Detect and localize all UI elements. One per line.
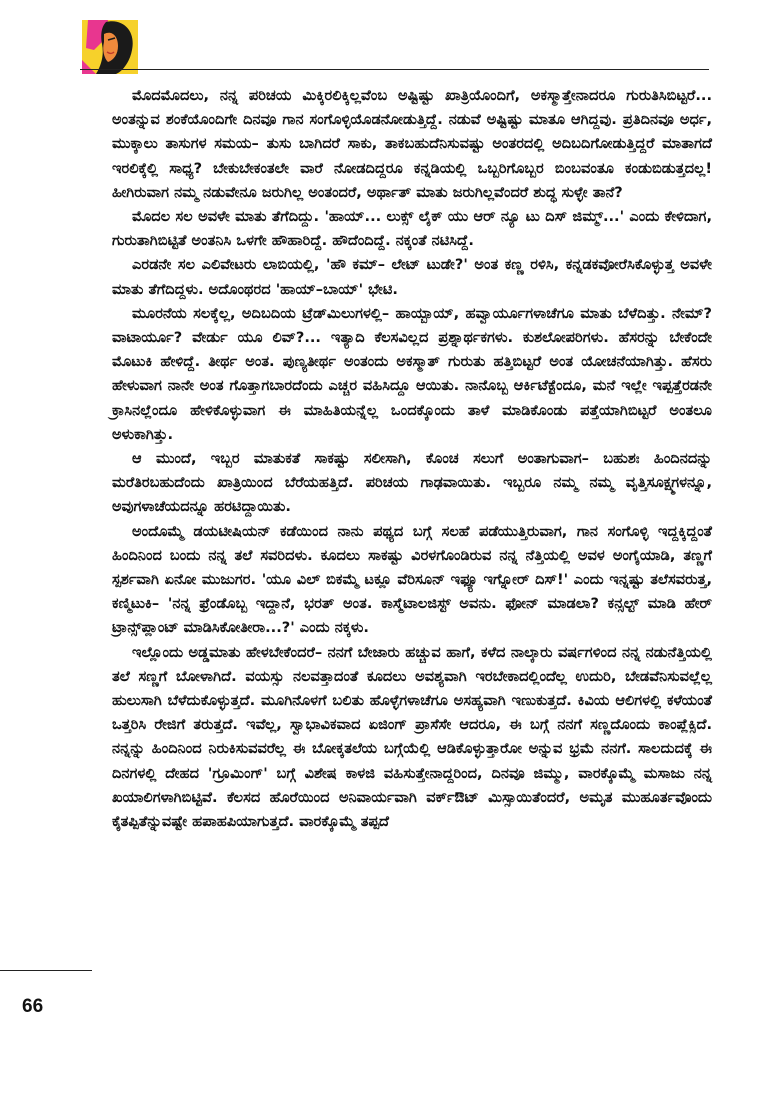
- paragraph: ಮೊದಮೊದಲು, ನನ್ನ ಪರಿಚಯ ಮಿಕ್ಕಿರಲಿಕ್ಕಿಲ್ಲವೆಂಬ ಅಷ್ಟಿಷ್ಟು ಖಾತ್ರಿಯೊಂದಿಗೆ, ಅಕಸ್ಮಾತ್ತೇನಾದರೂ ಗುರುತಿಸಿಬಿಟ್ಟರೆ... ಅಂತನ್ನುವ ಶಂಕೆಯೊಂದಿಗೇ ದಿನವೂ ಗಾನ ಸಂಗೊಳ್ಳಿಯೊಡನೋಡುತ್ತಿದ್ದೆ. ನಡುವೆ ಅಷ್ಟಿಷ್ಟು ಮಾತೂ ಆಗಿದ್ದವು. ಪ್ರತಿದಿನವೂ ಅರ್ಧ, ಮುಕ್ಕಾಲು ತಾಸುಗಳ ಸಮಯ– ತುಸು ಬಾಗಿದರೆ ಸಾಕು, ತಾಕಬಹುದೆನಿಸುವಷ್ಟು ಅಂತರದಲ್ಲಿ ಅದಿಬದಿಗೋಡುತ್ತಿದ್ದರೆ ಮಾತಾಗದೆ ಇರಲಿಕ್ಕೆಲ್ಲಿ ಸಾಧ್ಯ? ಬೇಕುಬೇಕಂತಲೇ ವಾರೆ ನೋಡದಿದ್ದರೂ ಕನ್ನಡಿಯಲ್ಲಿ ಒಬ್ಬರಿಗೊಬ್ಬರ ಬಿಂಬವಂತೂ ಕಂಡುಬಿಡುತ್ತದಲ್ಲ! ಹೀಗಿರುವಾಗ ನಮ್ಮ ನಡುವೇನೂ ಜರುಗಿಲ್ಲ ಅಂತಂದರೆ, ಅರ್ಥಾತ್ ಮಾತು ಜರುಗಿಲ್ಲವೆಂದರೆ ಶುದ್ಧ ಸುಳ್ಳೇ ತಾನೆ?: [112, 87, 712, 201]
- page-number: 66: [22, 996, 44, 1017]
- paragraph: ಆ ಮುಂದೆ, ಇಬ್ಬರ ಮಾತುಕತೆ ಸಾಕಷ್ಟು ಸಲೀಸಾಗಿ, ಕೊಂಚ ಸಲುಗೆ ಅಂತಾಗುವಾಗ– ಬಹುಶಃ ಹಿಂದಿನದನ್ನು ಮರೆತಿರಬಹುದೆಂದು ಖಾತ್ರಿಯಿಂದ ಬೆರೆಯಹತ್ತಿದೆ. ಪರಿಚಯ ಗಾಢವಾಯಿತು. ಇಬ್ಬರೂ ನಮ್ಮ ನಮ್ಮ ವೃತ್ತಿಸೂಕ್ಷ್ಮಗಳನ್ನೂ, ಅವುಗಳಾಚೆಯದನ್ನೂ ಹರಟಿದ್ದಾಯಿತು.: [112, 450, 712, 516]
- story-body: [112, 84, 712, 834]
- paragraph: ಇಲ್ಲೊಂದು ಅಡ್ಡಮಾತು ಹೇಳಬೇಕೆಂದರೆ– ನನಗೆ ಬೇಜಾರು ಹಚ್ಚುವ ಹಾಗೆ, ಕಳೆದ ನಾಲ್ಕಾರು ವರ್ಷಗಳಿಂದ ನನ್ನ ನಡುನೆತ್ತಿಯಲ್ಲಿ ತಲೆ ಸಣ್ಣಗೆ ಬೋಳಾಗಿದೆ. ವಯಸ್ಸು ನಲವತ್ತಾದಂತೆ ಕೂದಲು ಅವಶ್ಯವಾಗಿ ಇರಬೇಕಾದಲ್ಲಿಂದೆಲ್ಲ ಉದುರಿ, ಬೇಡವೆನಿಸುವಲ್ಲೆಲ್ಲ ಹುಲುಸಾಗಿ ಬೆಳೆದುಕೊಳ್ಳುತ್ತದೆ. ಮೂಗಿನೊಳಗೆ ಬಲಿತು ಹೊಳ್ಳೆಗಳಾಚೆಗೂ ಅಸಹ್ಯವಾಗಿ ಇಣುಕುತ್ತದೆ. ಕಿವಿಯ ಆಲಿಗಳಲ್ಲಿ ಕಳೆಯಂತೆ ಒತ್ತರಿಸಿ ರೇಜಿಗೆ ತರುತ್ತದೆ. ಇವೆಲ್ಲ, ಸ್ವಾಭಾವಿಕವಾದ ಏಜಿಂಗ್ ಪ್ರಾಸೆಸೇ ಆದರೂ, ಈ ಬಗ್ಗೆ ನನಗೆ ಸಣ್ಣದೊಂದು ಕಾಂಪ್ಲೆಕ್ಸಿದೆ. ನನ್ನನ್ನು ಹಿಂದಿನಿಂದ ನಿರುಕಿಸುವವರೆಲ್ಲ ಈ ಬೋಕ್ಕತಲೆಯ ಬಗ್ಗೆಯೆಲ್ಲಿ ಆಡಿಕೊಳ್ಳುತ್ತಾರೋ ಅನ್ನುವ ಭ್ರಮೆ ನನಗೆ. ಸಾಲದುದಕ್ಕೆ ಈ ದಿನಗಳಲ್ಲಿ ದೇಹದ 'ಗ್ರೂಮಿಂಗ್' ಬಗ್ಗೆ ವಿಶೇಷ ಕಾಳಜಿ ವಹಿಸುತ್ತೇನಾದ್ದರಿಂದ, ದಿನವೂ ಜಿಮ್ಮು, ವಾರಕ್ಕೊಮ್ಮೆ ಮಸಾಜು ನನ್ನ ಖಯಾಲಿಗಳಾಗಿಬಿಟ್ಟಿವೆ. ಕೆಲಸದ ಹೊರೆಯಿಂದ ಅನಿವಾರ್ಯವಾಗಿ ವರ್ಕ್‌ಔಟ್ ಮಿಸ್ಸಾಯಿತೆಂದರೆ, ಅಮೃತ ಮುಹೂರ್ತವೊಂದು ಕೈತಪ್ಪಿತೆನ್ನುವಷ್ಟೇ ಹಪಾಹಪಿಯಾಗುತ್ತದೆ. ವಾರಕ್ಕೊಮ್ಮೆ ತಪ್ಪದೆ: [112, 643, 712, 831]
- paragraph: ಮೊದಲ ಸಲ ಅವಳೇ ಮಾತು ತೆಗೆದಿದ್ದು. 'ಹಾಯ್... ಲುಕ್ಸ್ ಲೈಕ್ ಯು ಆರ್ ನ್ಯೂ ಟು ದಿಸ್ ಜಿಮ್ಮ್...' ಎಂದು ಕೇಳಿದಾಗ, ಗುರುತಾಗಿಬಿಟ್ಟಿತೆ ಅಂತನಿಸಿ ಒಳಗೇ ಹೌಹಾರಿದ್ದೆ. ಹೌದೆಂದಿದ್ದೆ. ನಕ್ಕಂತೆ ನಟಿಸಿದ್ದೆ.: [112, 208, 712, 250]
- footer-rule: [0, 970, 92, 971]
- header-rule: [80, 69, 709, 70]
- woman-face-logo-icon: [82, 20, 138, 74]
- paragraph: ಅಂದೊಮ್ಮೆ ಡಯಟೀಷಿಯನ್ ಕಡೆಯಿಂದ ನಾನು ಪಥ್ಯದ ಬಗ್ಗೆ ಸಲಹೆ ಪಡೆಯುತ್ತಿರುವಾಗ, ಗಾನ ಸಂಗೊಳ್ಳಿ ಇದ್ದಕ್ಕಿದ್ದಂತೆ ಹಿಂದಿನಿಂದ ಬಂದು ನನ್ನ ತಲೆ ಸವರಿದಳು. ಕೂದಲು ಸಾಕಷ್ಟು ವಿರಳಗೊಂಡಿರುವ ನನ್ನ ನೆತ್ತಿಯಲ್ಲಿ ಅವಳ ಅಂಗೈಯಾಡಿ, ತಣ್ಣಗೆ ಸ್ಪರ್ಶವಾಗಿ ಏನೋ ಮುಜುಗರ. 'ಯೂ ವಿಲ್ ಬಿಕಮ್ಮೆ ಟಕ್ಲೂ ವೆರಿಸೂನ್ ಇಫ್ಯೂ ಇಗ್ನೋರ್ ದಿಸ್!' ಎಂದು ಇನ್ನಷ್ಟು ತಲೆಸವರುತ್ತ, ಕಣ್ಮಿಟುಕಿ– 'ನನ್ನ ಫ್ರೆಂಡೊಬ್ಬ ಇದ್ದಾನೆ, ಭರತ್ ಅಂತ. ಕಾಸ್ಮೆಟಾಲಜಿಸ್ಟ್ ಅವನು. ಫೋನ್ ಮಾಡಲಾ? ಕನ್ಸಲ್ಟ್ ಮಾಡಿ ಹೇರ್ ಟ್ರಾನ್ಸ್‌ಪ್ಲಾಂಟ್ ಮಾಡಿಸಿಕೋತೀರಾ...?' ಎಂದು ನಕ್ಕಳು.: [112, 522, 712, 637]
- paragraph: ಮೂರನೆಯ ಸಲಕ್ಕೆಲ್ಲ, ಅದಿಬದಿಯ ಟ್ರೆಡ್‌ಮಿಲುಗಳಲ್ಲಿ– ಹಾಯ್ಬಾಯ್, ಹವ್ವಾರ್ಯೂಗಳಾಚೆಗೂ ಮಾತು ಬೆಳೆದಿತ್ತು. ನೇಮ್? ವಾಟಾರ್ಯೂ? ವೇರ್ಡು ಯೂ ಲಿವ್?... ಇತ್ಯಾದಿ ಕೆಲಸವಿಲ್ಲದ ಪ್ರಶ್ನಾರ್ಥಕಗಳು. ಕುಶಲೋಪರಿಗಳು. ಹೆಸರನ್ನು ಬೇಕೆಂದೇ ಮೊಟುಕಿ ಹೇಳಿದ್ದೆ. ತೀರ್ಥ ಅಂತ. ಪುಣ್ಯತೀರ್ಥ ಅಂತಂದು ಅಕಸ್ಮಾತ್ ಗುರುತು ಹತ್ತಿಬಿಟ್ಟರೆ ಅಂತ ಯೋಚನೆಯಾಗಿತ್ತು. ಹೆಸರು ಹೇಳುವಾಗ ನಾನೇ ಅಂತ ಗೊತ್ತಾಗಬಾರದೆಂದು ಎಚ್ಚರ ವಹಿಸಿದ್ದೂ ಆಯಿತು. ನಾನೊಬ್ಬ ಆರ್ಕಿಟೆಕ್ಟೆಂದೂ, ಮನೆ ಇಲ್ಲೇ ಇಪ್ಪತ್ತೆರಡನೇ ಕ್ರಾಸಿನಲ್ಲೆಂದೂ ಹೇಳಿಕೊಳ್ಳುವಾಗ ಈ ಮಾಹಿತಿಯನ್ನೆಲ್ಲ ಒಂದಕ್ಕೊಂದು ತಾಳೆ ಮಾಡಿಕೊಂಡು ಪತ್ತೆಯಾಗಿಬಿಟ್ಟರೆ ಅಂತಲೂ ಅಳುಕಾಗಿತ್ತು.: [112, 304, 712, 443]
- paragraph: ಎರಡನೇ ಸಲ ಎಲಿವೇಟರು ಲಾಬಿಯಲ್ಲಿ, 'ಹೌ ಕಮ್– ಲೇಟ್ ಟುಡೇ?' ಅಂತ ಕಣ್ಣ ರಳಿಸಿ, ಕನ್ನಡಕವೋರೆಸಿಕೊಳ್ಳುತ್ತ ಅವಳೇ ಮಾತು ತೆಗೆದಿದ್ದಳು. ಅದೊಂಥರದ 'ಹಾಯ್–ಬಾಯ್' ಭೇಟಿ.: [112, 256, 712, 298]
